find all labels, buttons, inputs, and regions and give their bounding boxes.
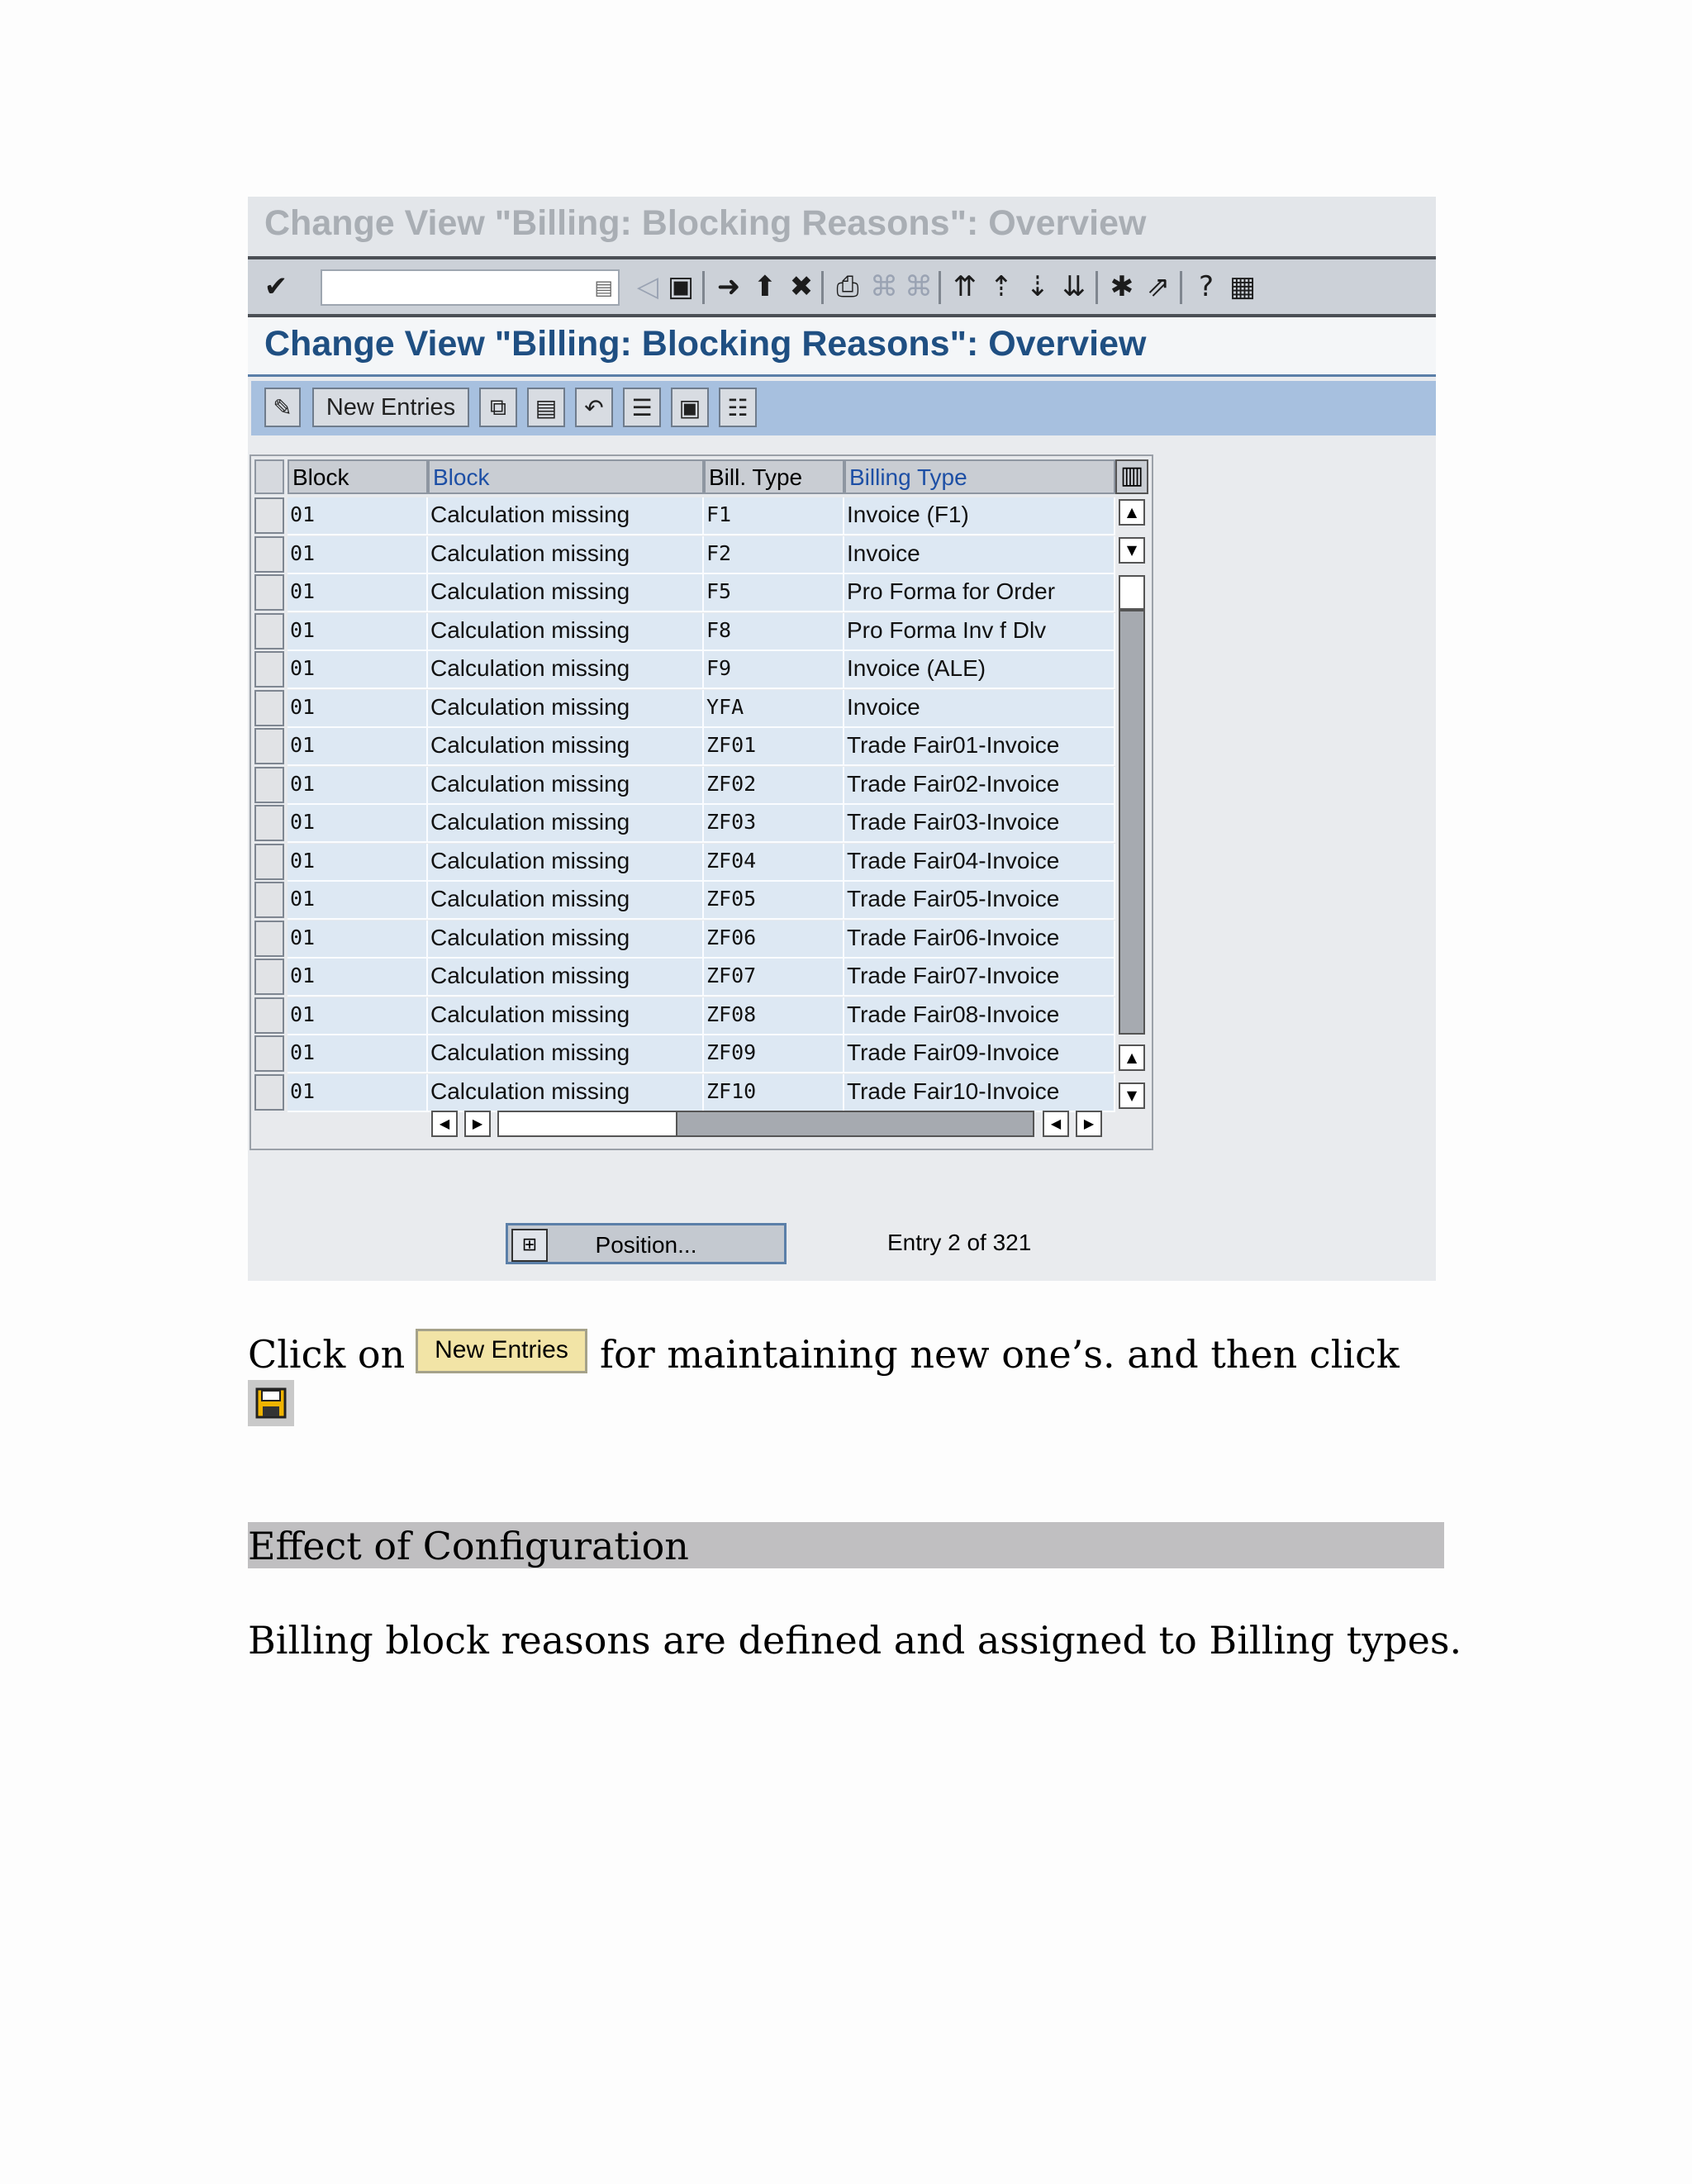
cell-bill-type[interactable]: ZF10 bbox=[704, 1074, 844, 1112]
first-page-icon[interactable]: ⇈ bbox=[953, 270, 977, 303]
cell-block-desc[interactable]: Calculation missing bbox=[428, 690, 704, 728]
table-row[interactable] bbox=[254, 574, 1114, 612]
row-selector[interactable] bbox=[254, 959, 284, 995]
position-icon: ⊞ bbox=[511, 1229, 548, 1262]
cell-block-code[interactable]: 01 bbox=[288, 613, 428, 651]
row-selector[interactable] bbox=[254, 690, 284, 726]
cancel-icon[interactable]: ✖ bbox=[789, 270, 814, 303]
table-row[interactable] bbox=[254, 497, 1114, 535]
shortcut-icon[interactable]: ⇗ bbox=[1146, 270, 1171, 303]
cell-block-desc[interactable]: Calculation missing bbox=[428, 613, 704, 651]
cell-block-code[interactable]: 01 bbox=[288, 497, 428, 535]
cell-billing-type[interactable]: Trade Fair01-Invoice bbox=[844, 728, 1115, 766]
table-row[interactable] bbox=[254, 690, 1114, 728]
billing-block-table bbox=[250, 454, 1153, 1150]
page-up-icon[interactable]: ▲ bbox=[1119, 1044, 1145, 1071]
select-all-cell[interactable] bbox=[254, 459, 284, 494]
row-selector[interactable] bbox=[254, 844, 284, 880]
cell-block-desc[interactable]: Calculation missing bbox=[428, 882, 704, 920]
cell-bill-type[interactable]: F8 bbox=[704, 613, 844, 651]
scroll-up-icon[interactable]: ▲ bbox=[1119, 499, 1145, 526]
table-row[interactable] bbox=[254, 767, 1114, 805]
cell-block-code[interactable]: 01 bbox=[288, 690, 428, 728]
cell-bill-type[interactable]: ZF04 bbox=[704, 844, 844, 882]
table-row[interactable] bbox=[254, 959, 1114, 997]
table-row[interactable] bbox=[254, 921, 1114, 959]
row-selector[interactable] bbox=[254, 574, 284, 611]
print-icon[interactable]: ⎙ bbox=[836, 270, 859, 303]
toolbar-separator bbox=[1180, 271, 1182, 304]
exit-icon[interactable]: ⬆ bbox=[753, 270, 777, 303]
cell-bill-type[interactable]: ZF02 bbox=[704, 767, 844, 805]
cell-billing-type[interactable]: Invoice (ALE) bbox=[844, 651, 1115, 689]
cell-bill-type[interactable]: ZF05 bbox=[704, 882, 844, 920]
cell-billing-type[interactable]: Trade Fair09-Invoice bbox=[844, 1035, 1115, 1073]
find-icon[interactable]: ⌘ bbox=[870, 270, 898, 303]
cell-billing-type[interactable]: Pro Forma for Order bbox=[844, 574, 1115, 612]
row-selector[interactable] bbox=[254, 882, 284, 918]
table-row[interactable] bbox=[254, 997, 1114, 1035]
toolbar-separator bbox=[702, 271, 705, 304]
cell-billing-type[interactable]: Invoice bbox=[844, 536, 1115, 574]
table-row[interactable] bbox=[254, 651, 1114, 689]
cell-bill-type[interactable]: F2 bbox=[704, 536, 844, 574]
select-all-icon[interactable]: ☰ bbox=[623, 388, 661, 427]
row-selector[interactable] bbox=[254, 921, 284, 957]
cell-block-code[interactable]: 01 bbox=[288, 651, 428, 689]
new-entries-button-image: New Entries bbox=[416, 1329, 587, 1373]
screen-title: Change View "Billing: Blocking Reasons": Overview bbox=[264, 324, 1147, 364]
cell-block-code[interactable]: 01 bbox=[288, 805, 428, 843]
row-selector[interactable] bbox=[254, 613, 284, 649]
cell-block-code[interactable]: 01 bbox=[288, 959, 428, 997]
cell-bill-type[interactable]: F5 bbox=[704, 574, 844, 612]
horizontal-scroll-thumb[interactable] bbox=[499, 1112, 677, 1135]
cell-block-desc[interactable]: Calculation missing bbox=[428, 997, 704, 1035]
cell-block-desc[interactable]: Calculation missing bbox=[428, 959, 704, 997]
section-heading: Effect of Configuration bbox=[248, 1524, 689, 1568]
back-icon[interactable]: ➜ bbox=[716, 270, 741, 303]
column-header-bill-type[interactable]: Bill. Type bbox=[704, 459, 844, 494]
effect-text: Billing block reasons are defined and assigned to Billing types. bbox=[248, 1618, 1462, 1663]
cell-bill-type[interactable]: ZF06 bbox=[704, 921, 844, 959]
cell-block-code[interactable]: 01 bbox=[288, 767, 428, 805]
cell-block-code[interactable]: 01 bbox=[288, 1074, 428, 1112]
cell-block-code[interactable]: 01 bbox=[288, 997, 428, 1035]
table-row[interactable] bbox=[254, 728, 1114, 766]
next-page-icon[interactable]: ⇣ bbox=[1025, 270, 1050, 303]
row-selector[interactable] bbox=[254, 728, 284, 764]
cell-block-code[interactable]: 01 bbox=[288, 921, 428, 959]
table-row[interactable] bbox=[254, 844, 1114, 882]
cell-billing-type[interactable]: Trade Fair08-Invoice bbox=[844, 997, 1115, 1035]
entry-counter: Entry 2 of 321 bbox=[887, 1230, 1032, 1255]
column-header-billing-type[interactable]: Billing Type bbox=[844, 459, 1115, 494]
cell-block-code[interactable]: 01 bbox=[288, 574, 428, 612]
sap-window bbox=[248, 197, 1436, 1281]
cell-block-code[interactable]: 01 bbox=[288, 536, 428, 574]
window-title: Change View "Billing: Blocking Reasons": Overview bbox=[264, 203, 1147, 243]
vertical-scroll-thumb[interactable] bbox=[1119, 575, 1145, 610]
cell-block-desc[interactable]: Calculation missing bbox=[428, 921, 704, 959]
cell-block-desc[interactable]: Calculation missing bbox=[428, 844, 704, 882]
cell-bill-type[interactable]: ZF08 bbox=[704, 997, 844, 1035]
find-next-icon[interactable]: ⌘ bbox=[905, 270, 933, 303]
cell-billing-type[interactable]: Pro Forma Inv f Dlv bbox=[844, 613, 1115, 651]
cell-block-code[interactable]: 01 bbox=[288, 1035, 428, 1073]
horizontal-scroll-track[interactable] bbox=[497, 1111, 1034, 1137]
position-button[interactable] bbox=[506, 1223, 787, 1264]
create-session-icon[interactable]: ✱ bbox=[1110, 270, 1134, 303]
cell-billing-type[interactable]: Trade Fair06-Invoice bbox=[844, 921, 1115, 959]
vertical-scrollbar[interactable] bbox=[1117, 496, 1148, 1116]
select-block-icon[interactable]: ▣ bbox=[671, 388, 709, 427]
table-row[interactable] bbox=[254, 882, 1114, 920]
position-button-label: Position... bbox=[595, 1232, 697, 1258]
table-row[interactable] bbox=[254, 805, 1114, 843]
cell-block-desc[interactable]: Calculation missing bbox=[428, 497, 704, 535]
cell-billing-type[interactable]: Trade Fair05-Invoice bbox=[844, 882, 1115, 920]
window-title-bar bbox=[248, 197, 1436, 256]
instruction-text-after: for maintaining new one’s. and then click bbox=[600, 1332, 1400, 1377]
column-header-block-desc[interactable]: Block bbox=[428, 459, 704, 494]
row-selector[interactable] bbox=[254, 805, 284, 841]
cell-block-code[interactable]: 01 bbox=[288, 882, 428, 920]
toolbar-separator bbox=[939, 271, 941, 304]
display-change-icon[interactable]: ✎ bbox=[264, 388, 301, 427]
table-row[interactable] bbox=[254, 613, 1114, 651]
vertical-scroll-track[interactable] bbox=[1119, 610, 1145, 1035]
instruction-text-before: Click on bbox=[248, 1332, 406, 1377]
row-selector[interactable] bbox=[254, 997, 284, 1034]
table-row[interactable] bbox=[254, 536, 1114, 574]
cell-block-desc[interactable]: Calculation missing bbox=[428, 728, 704, 766]
cell-bill-type[interactable]: ZF03 bbox=[704, 805, 844, 843]
row-selector[interactable] bbox=[254, 767, 284, 803]
toolbar-separator bbox=[821, 271, 824, 304]
cell-block-desc[interactable]: Calculation missing bbox=[428, 805, 704, 843]
cell-bill-type[interactable]: F1 bbox=[704, 497, 844, 535]
cell-bill-type[interactable]: ZF07 bbox=[704, 959, 844, 997]
copy-as-icon[interactable]: ⧉ bbox=[479, 388, 517, 427]
table-row[interactable] bbox=[254, 1035, 1114, 1073]
cell-block-desc[interactable]: Calculation missing bbox=[428, 1035, 704, 1073]
cell-block-code[interactable]: 01 bbox=[288, 844, 428, 882]
page-left-icon[interactable]: ◀ bbox=[1043, 1111, 1069, 1137]
save-icon bbox=[248, 1380, 294, 1426]
page-down-icon[interactable]: ▼ bbox=[1119, 1082, 1145, 1109]
row-selector[interactable] bbox=[254, 1074, 284, 1111]
row-selector[interactable] bbox=[254, 1035, 284, 1072]
screen-title-bar bbox=[248, 317, 1436, 377]
cell-bill-type[interactable]: YFA bbox=[704, 690, 844, 728]
cell-block-code[interactable]: 01 bbox=[288, 728, 428, 766]
undo-change-icon[interactable]: ↶ bbox=[575, 388, 613, 427]
horizontal-scrollbar[interactable] bbox=[428, 1109, 1114, 1139]
layout-menu-icon[interactable]: ▦ bbox=[1229, 270, 1257, 303]
table-header bbox=[288, 459, 1115, 496]
standard-toolbar bbox=[248, 256, 1436, 317]
delete-icon[interactable]: ▤ bbox=[527, 388, 565, 427]
cell-billing-type[interactable]: Invoice (F1) bbox=[844, 497, 1115, 535]
back-arrow-icon[interactable]: ◁ bbox=[636, 270, 659, 303]
cell-block-desc[interactable]: Calculation missing bbox=[428, 536, 704, 574]
cell-block-desc[interactable]: Calculation missing bbox=[428, 1074, 704, 1112]
application-toolbar bbox=[251, 381, 1436, 435]
scroll-right-icon[interactable]: ▶ bbox=[464, 1111, 491, 1137]
cell-billing-type[interactable]: Trade Fair10-Invoice bbox=[844, 1074, 1115, 1112]
cell-billing-type[interactable]: Invoice bbox=[844, 690, 1115, 728]
cell-block-desc[interactable]: Calculation missing bbox=[428, 651, 704, 689]
row-selector[interactable] bbox=[254, 536, 284, 573]
cell-bill-type[interactable]: ZF09 bbox=[704, 1035, 844, 1073]
cell-billing-type[interactable]: Trade Fair02-Invoice bbox=[844, 767, 1115, 805]
save-icon[interactable]: ▣ bbox=[667, 270, 695, 303]
table-row[interactable] bbox=[254, 1074, 1114, 1112]
help-icon[interactable]: ? bbox=[1198, 270, 1214, 303]
row-selector[interactable] bbox=[254, 651, 284, 688]
enter-icon[interactable]: ✔ bbox=[264, 270, 288, 303]
cell-block-desc[interactable]: Calculation missing bbox=[428, 767, 704, 805]
command-history-icon[interactable]: ▤ bbox=[594, 276, 613, 299]
cell-billing-type[interactable]: Trade Fair04-Invoice bbox=[844, 844, 1115, 882]
deselect-all-icon[interactable]: ☷ bbox=[719, 388, 757, 427]
last-page-icon[interactable]: ⇊ bbox=[1062, 270, 1086, 303]
row-selector[interactable] bbox=[254, 497, 284, 534]
cell-block-desc[interactable]: Calculation missing bbox=[428, 574, 704, 612]
cell-bill-type[interactable]: ZF01 bbox=[704, 728, 844, 766]
previous-page-icon[interactable]: ⇡ bbox=[989, 270, 1014, 303]
command-field[interactable] bbox=[321, 269, 620, 306]
cell-billing-type[interactable]: Trade Fair03-Invoice bbox=[844, 805, 1115, 843]
section-heading-bar bbox=[248, 1522, 1444, 1568]
toolbar-separator bbox=[1096, 271, 1098, 304]
scroll-left-icon[interactable]: ◀ bbox=[431, 1111, 458, 1137]
new-entries-button[interactable]: New Entries bbox=[312, 388, 469, 427]
page-right-icon[interactable]: ▶ bbox=[1076, 1111, 1102, 1137]
table-settings-icon[interactable]: ▥ bbox=[1115, 459, 1148, 494]
scroll-down-icon[interactable]: ▼ bbox=[1119, 537, 1145, 564]
column-header-block-code[interactable]: Block bbox=[288, 459, 428, 494]
cell-billing-type[interactable]: Trade Fair07-Invoice bbox=[844, 959, 1115, 997]
cell-bill-type[interactable]: F9 bbox=[704, 651, 844, 689]
